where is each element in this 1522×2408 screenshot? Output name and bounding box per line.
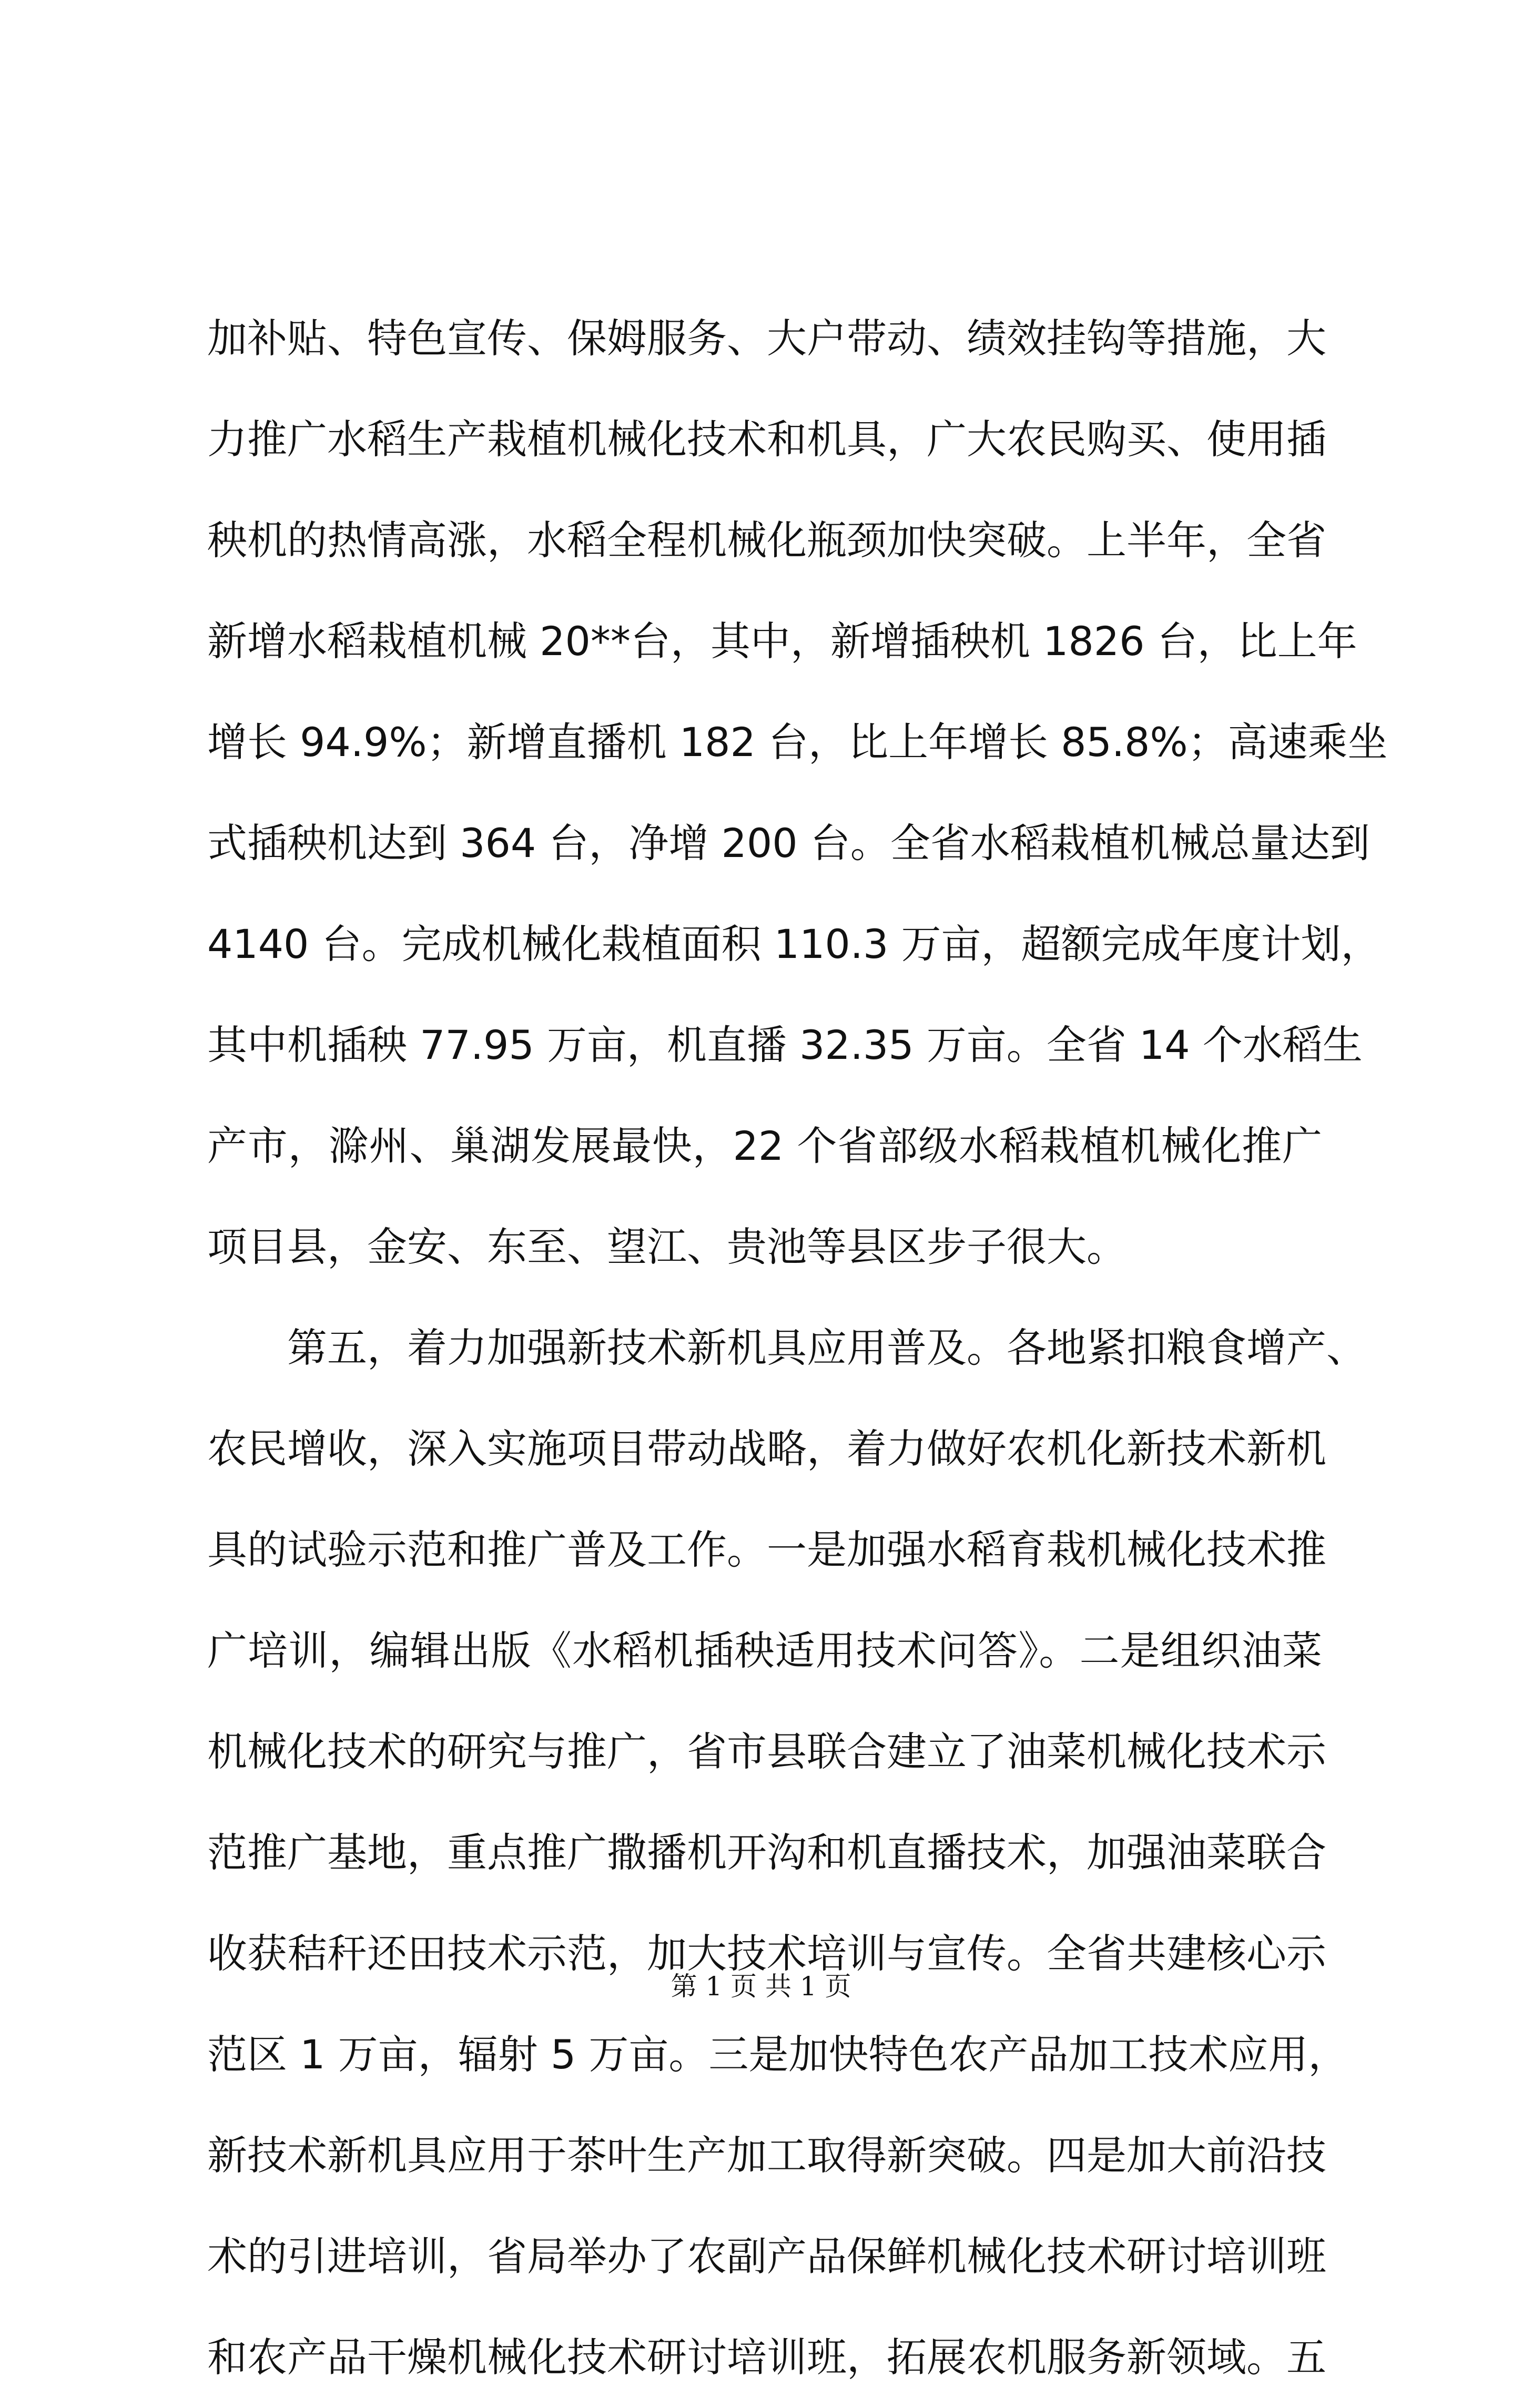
text-line: 加补贴、特色宣传、保姆服务、大户带动、绩效挂钩等措施，大 [207,315,1326,362]
text-line: 力推广水稻生产栽植机械化技术和机具，广大农民购买、使用插 [207,416,1326,463]
text-line: 收获秸秆还田技术示范，加大技术培训与宣传。全省共建核心示 [207,1930,1326,1977]
text-line: 具的试验示范和推广普及工作。一是加强水稻育栽机械化技术推 [207,1526,1326,1573]
text-line: 项目县，金安、东至、望江、贵池等县区步子很大。 [207,1223,1127,1270]
text-line: 和农产品干燥机械化技术研讨培训班，拓展农机服务新领域。五 [207,2334,1326,2381]
text-line: 式插秧机达到 364 台，净增 200 台。全省水稻栽植机械总量达到 [207,820,1370,866]
text-line: 术的引进培训，省局举办了农副产品保鲜机械化技术研讨培训班 [207,2233,1326,2280]
text-line: 增长 94.9%；新增直播机 182 台，比上年增长 85.8%；高速乘坐 [207,719,1388,766]
text-line: 范区 1 万亩，辐射 5 万亩。三是加快特色农产品加工技术应用， [207,2031,1348,2078]
text-line: 产市，滁州、巢湖发展最快，22 个省部级水稻栽植机械化推广 [207,1123,1322,1169]
text-line: 秧机的热情高涨，水稻全程机械化瓶颈加快突破。上半年，全省 [207,517,1326,564]
text-line: 广培训，编辑出版《水稻机插秧适用技术问答》。二是组织油菜 [207,1627,1322,1674]
text-line: 其中机插秧 77.95 万亩，机直播 32.35 万亩。全省 14 个水稻生 [207,1022,1363,1068]
text-line: 农民增收，深入实施项目带动战略，着力做好农机化新技术新机 [207,1425,1326,1472]
text-line: 4140 台。完成机械化栽植面积 110.3 万亩，超额完成年度计划， [207,921,1381,967]
text-line: 新技术新机具应用于茶叶生产加工取得新突破。四是加大前沿技 [207,2132,1326,2179]
paragraph-first-line: 第五，着力加强新技术新机具应用普及。各地紧扣粮食增产、 [287,1324,1366,1371]
body-text [207,288,1388,2408]
page-number-footer: 第 1 页 共 1 页 [671,1971,851,2002]
text-line: 范推广基地，重点推广撒播机开沟和机直播技术，加强油菜联合 [207,1829,1326,1876]
text-line: 机械化技术的研究与推广，省市县联合建立了油菜机械化技术示 [207,1728,1326,1775]
text-line: 新增水稻栽植机械 20**台，其中，新增插秧机 1826 台，比上年 [207,618,1357,665]
